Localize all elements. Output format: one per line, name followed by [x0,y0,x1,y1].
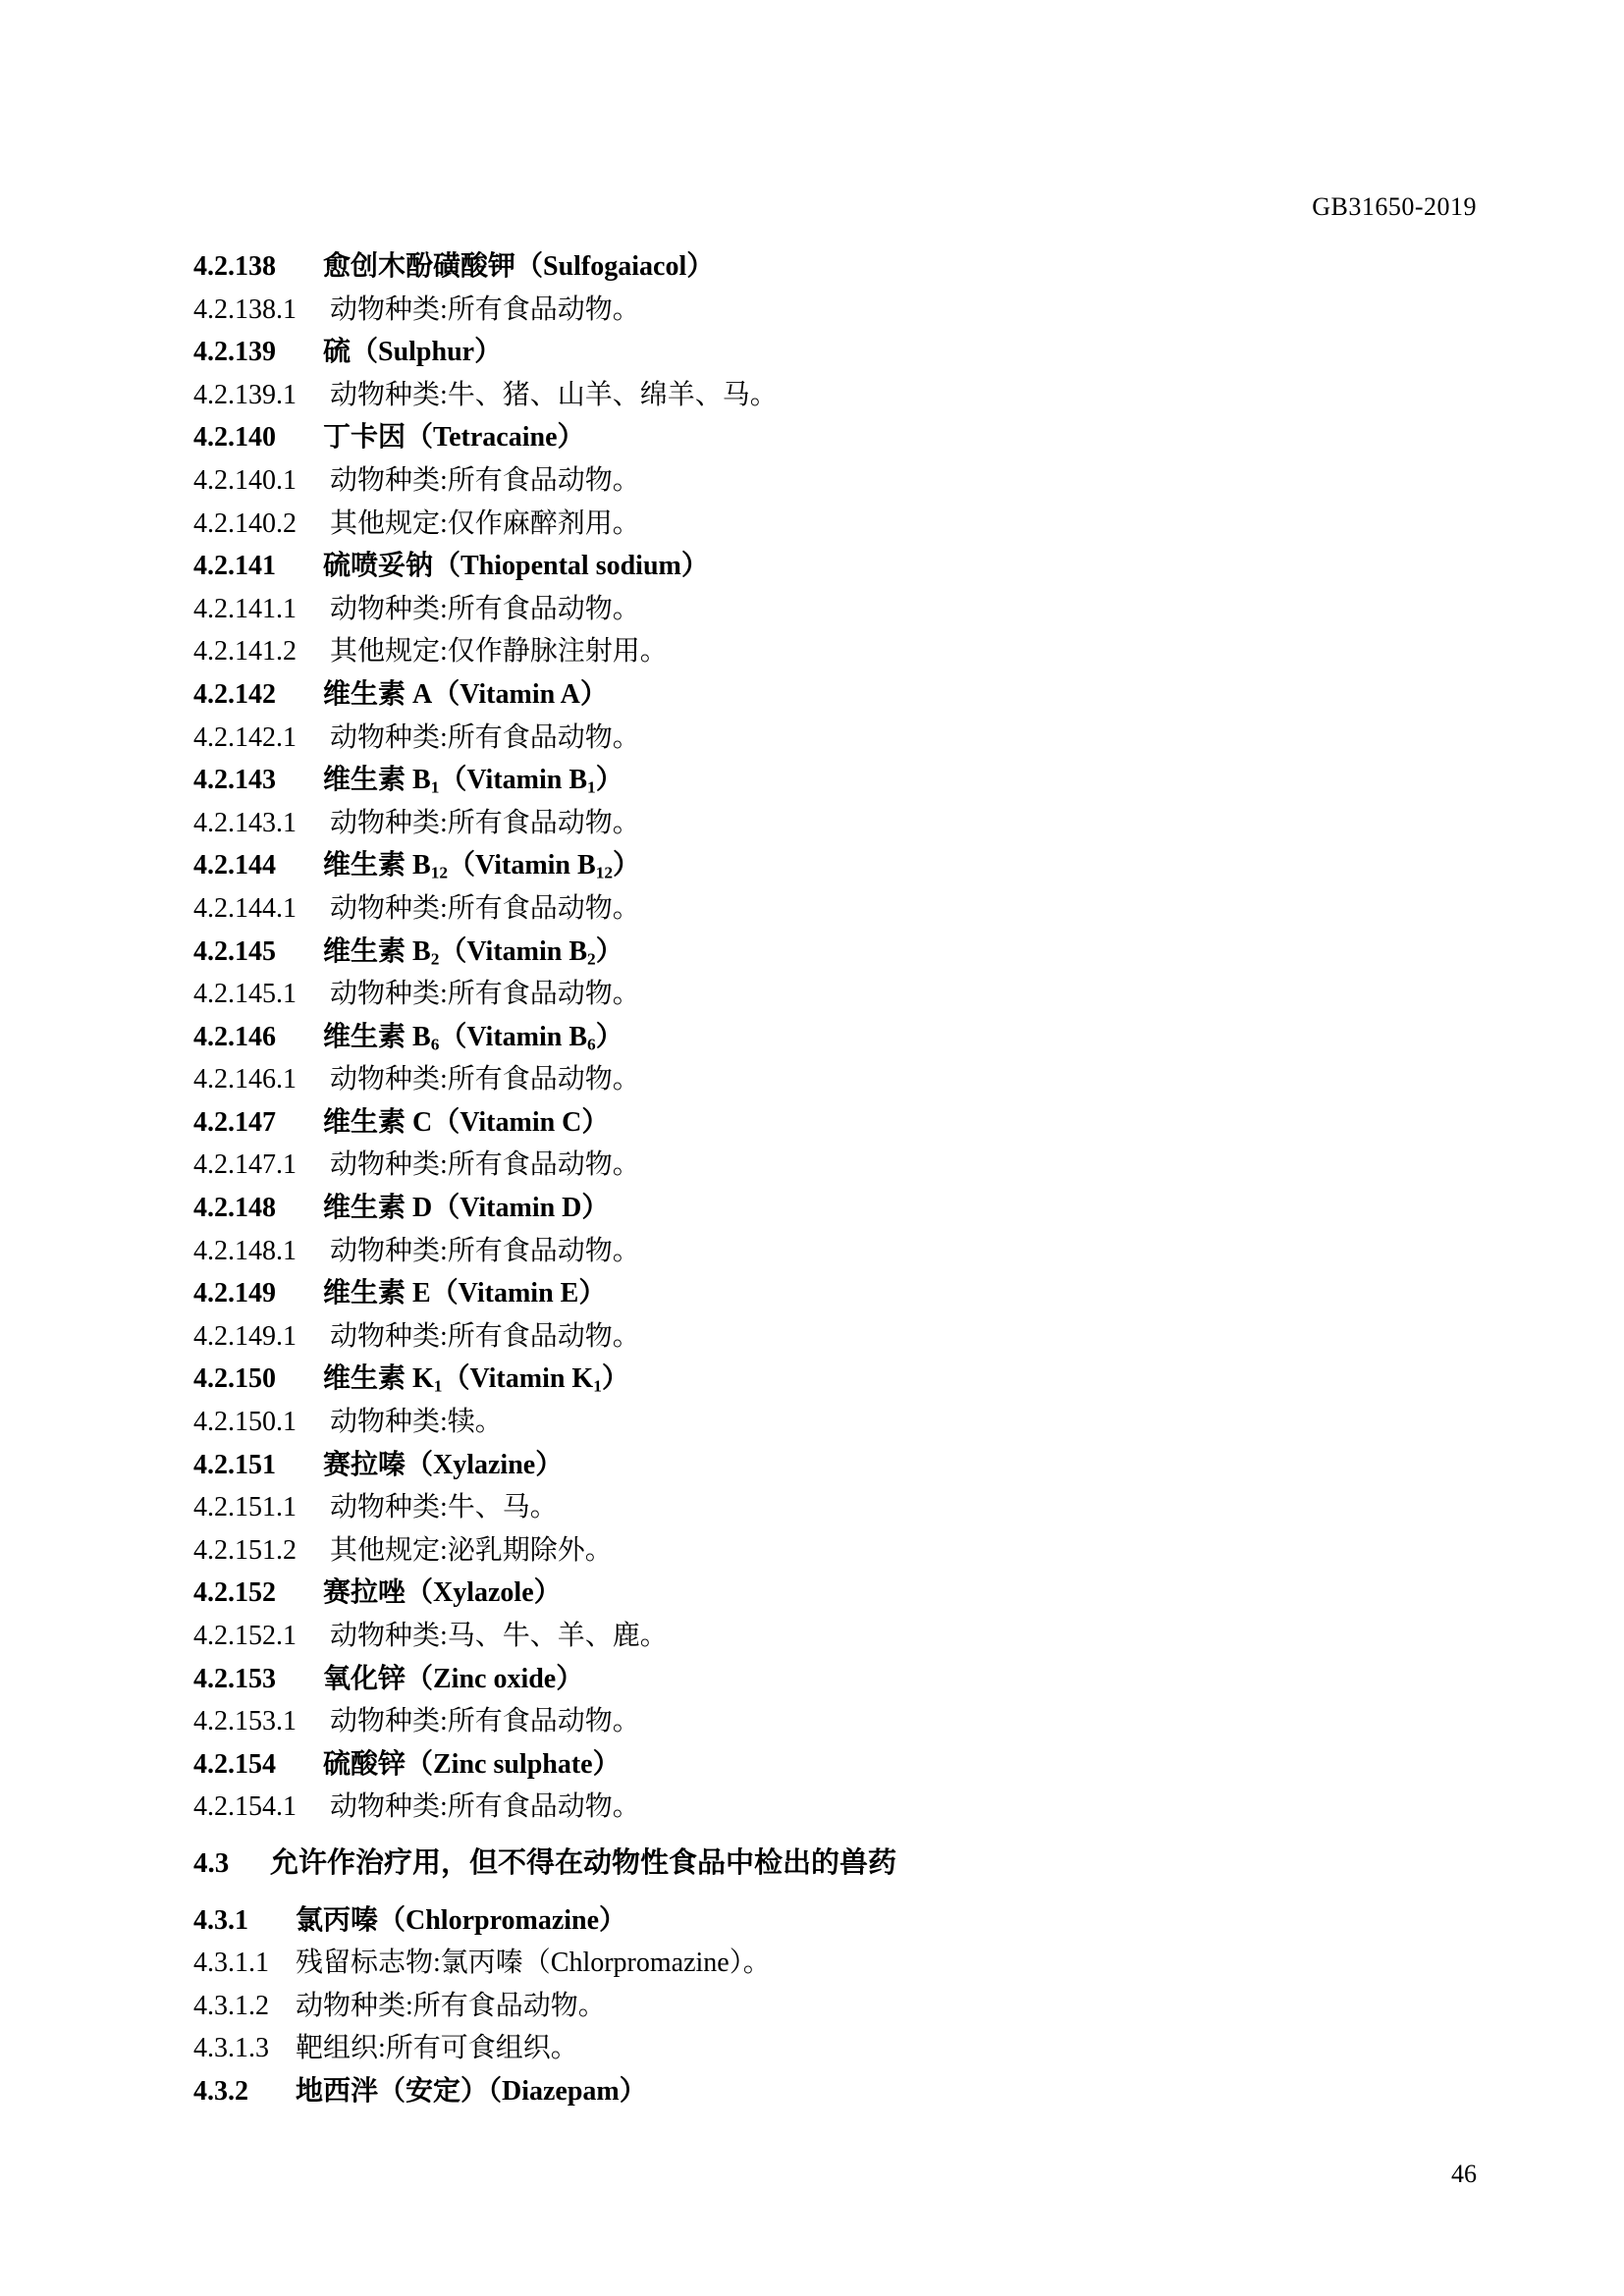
clause-text [330,508,640,539]
clause-text [323,337,502,367]
section-heading [193,1842,1470,1886]
clause-number: 4.2.139 [193,337,276,368]
text-segment: 赛拉唑（Xylazole） [323,1577,562,1609]
text-segment: 维生素 B [323,1021,431,1052]
text-segment: 丁卡因（Tetracaine） [323,422,585,454]
clause-text [330,294,640,325]
text-segment: 维生素 B [323,935,431,967]
text-segment: 动物种类:所有食品动物。 [330,1320,640,1352]
clause-number: 4.2.148 [193,1193,276,1224]
clause-heading [193,1187,1470,1230]
text-segment: 氧化锌（Zinc oxide） [323,1663,584,1694]
clause-number: 4.2.140 [193,422,276,454]
text-segment: 动物种类:所有食品动物。 [330,892,640,924]
clause-item [193,717,1470,760]
clause-text [323,1193,609,1223]
text-segment: 其他规定:仅作静脉注射用。 [330,636,668,667]
text-segment: 动物种类:所有食品动物。 [330,807,640,838]
clause-number: 4.2.147 [193,1106,276,1138]
clause-item [193,503,1470,546]
clause-heading [193,673,1470,717]
clause-number: 4.3.1.2 [193,1990,269,2021]
clause-number: 4.3 [193,1846,230,1879]
clause-text [330,1407,503,1437]
clause-text [323,1577,562,1608]
text-segment: 硫喷妥钠（Thiopental sodium） [323,551,709,582]
clause-text [323,679,608,710]
clause-text [330,594,640,624]
clause-item [193,289,1470,332]
text-segment: （Vitamin B [448,850,596,881]
clause-item [193,1315,1470,1359]
clause-item [193,1942,1470,1985]
subscript-text: 2 [430,948,440,968]
clause-number: 4.2.141.2 [193,636,297,667]
subscript-text: 1 [587,777,596,797]
clause-text [330,808,640,838]
clause-item [193,374,1470,417]
clause-item [193,2027,1470,2070]
subscript-text: 2 [587,948,596,968]
clause-number: 4.2.140.2 [193,507,297,539]
clause-number: 4.2.151 [193,1449,276,1480]
clause-text [330,1321,640,1352]
text-segment: 动物种类:所有食品动物。 [330,1791,640,1823]
text-segment: （Vitamin B [439,935,588,967]
text-segment: 动物种类:所有食品动物。 [330,593,640,624]
clause-text [323,765,623,795]
clause-number: 4.3.1.1 [193,1948,269,1979]
document-code: GB31650-2019 [1312,192,1477,221]
clause-text [323,551,709,581]
text-segment: 氯丙嗪（Chlorpromazine） [296,1904,627,1936]
text-segment: 动物种类:所有食品动物。 [330,464,640,496]
clause-item [193,588,1470,631]
clause-heading [193,1743,1470,1787]
clause-text [330,465,640,496]
clause-number: 4.2.150 [193,1363,276,1395]
text-segment: 动物种类:所有食品动物。 [330,1149,640,1181]
clause-number: 4.2.145 [193,935,276,967]
text-segment: ） [595,935,623,967]
clause-item [193,459,1470,503]
clause-number: 4.3.1 [193,1904,248,1936]
clause-heading [193,2070,1470,2113]
text-segment: 维生素 C（Vitamin C） [323,1106,610,1138]
clause-text [296,2076,647,2107]
clause-number: 4.2.143.1 [193,807,297,838]
subscript-text: 6 [587,1035,596,1054]
clause-text [296,1991,606,2021]
clause-item [193,887,1470,931]
clause-text [323,850,640,881]
text-segment: 动物种类:所有食品动物。 [330,721,640,753]
text-segment: ） [595,765,623,796]
text-segment: 维生素 D（Vitamin D） [323,1193,610,1224]
clause-number: 4.3.1.3 [193,2033,269,2064]
clause-item [193,1144,1470,1187]
clause-text [323,1363,629,1394]
clause-text [330,979,640,1009]
clause-number: 4.2.143 [193,765,276,796]
clause-number: 4.2.146.1 [193,1064,297,1095]
clause-number: 4.2.139.1 [193,379,297,410]
clause-heading [193,1444,1470,1487]
clause-heading [193,1272,1470,1315]
clause-number: 4.2.150.1 [193,1407,297,1438]
clause-number: 4.2.145.1 [193,979,297,1010]
text-segment: 维生素 B [323,765,431,796]
clause-item [193,1230,1470,1273]
clause-number: 4.2.147.1 [193,1149,297,1181]
clause-number: 4.2.152 [193,1577,276,1609]
clause-number: 4.2.148.1 [193,1235,297,1266]
clause-text [330,722,640,753]
clause-heading [193,1016,1470,1059]
subscript-text: 1 [430,777,440,797]
clause-item [193,1615,1470,1658]
clause-text [330,380,778,410]
text-segment: 动物种类:所有食品动物。 [330,1235,640,1266]
clause-number: 4.2.141.1 [193,593,297,624]
clause-item [193,630,1470,673]
text-segment: 维生素 A（Vitamin A） [323,678,608,710]
clause-item [193,1700,1470,1743]
clause-number: 4.3.2 [193,2075,248,2107]
text-segment: 动物种类:所有食品动物。 [330,294,640,325]
clause-number: 4.2.144 [193,850,276,881]
text-segment: 动物种类:所有食品动物。 [330,1064,640,1095]
clause-number: 4.2.149.1 [193,1320,297,1352]
clause-item [193,1486,1470,1529]
clause-number: 4.2.154 [193,1748,276,1780]
text-segment: 动物种类:马、牛、羊、鹿。 [330,1621,668,1651]
subscript-text: 6 [430,1035,440,1054]
clause-number: 4.2.138.1 [193,294,297,325]
clause-text [330,1791,640,1822]
clause-number: 4.2.154.1 [193,1791,297,1823]
subscript-text: 12 [430,863,449,882]
text-segment: 残留标志物:氯丙嗪（Chlorpromazine）。 [296,1948,771,1979]
clause-text [323,1022,623,1052]
text-segment: 维生素 E（Vitamin E） [323,1278,607,1309]
clause-text [270,1847,896,1879]
clause-item [193,973,1470,1016]
clause-heading [193,1358,1470,1401]
text-segment: 其他规定:仅作麻醉剂用。 [330,507,640,539]
clause-heading [193,759,1470,802]
clause-text [330,893,640,924]
text-segment: （Vitamin K [442,1363,594,1395]
clause-heading [193,245,1470,289]
clause-text [323,1107,609,1138]
clause-text [323,1450,563,1480]
text-segment: 地西泮（安定）（Diazepam） [296,2075,647,2107]
clause-number: 4.2.149 [193,1278,276,1309]
subscript-text: 1 [593,1376,602,1396]
clause-number: 4.2.152.1 [193,1621,297,1651]
text-segment: 其他规定:泌乳期除外。 [330,1534,613,1566]
clause-heading [193,545,1470,588]
clause-number: 4.2.146 [193,1021,276,1052]
clause-text [330,1621,668,1651]
clause-number: 4.2.142.1 [193,721,297,753]
text-segment: ） [601,1363,629,1395]
text-segment: 维生素 B [323,850,431,881]
clause-text [323,422,585,453]
clause-number: 4.2.141 [193,551,276,582]
page-number: 46 [1451,2160,1477,2188]
clause-number: 4.2.140.1 [193,464,297,496]
clause-item [193,1786,1470,1829]
clause-number: 4.2.153.1 [193,1706,297,1737]
clause-heading [193,1899,1470,1943]
clause-heading [193,1658,1470,1701]
clause-text [330,1492,558,1522]
text-segment: 维生素 K [323,1363,434,1395]
clause-number: 4.2.142 [193,678,276,710]
text-segment: （Vitamin B [439,1021,588,1052]
text-segment: 动物种类:所有食品动物。 [296,1990,606,2021]
clause-text [323,1749,621,1780]
clause-text [296,2033,578,2063]
text-segment: 动物种类:所有食品动物。 [330,1706,640,1737]
clause-text [323,936,623,967]
subscript-text: 12 [595,863,614,882]
clause-heading [193,1101,1470,1145]
text-segment: 硫酸锌（Zinc sulphate） [323,1748,621,1780]
clause-number: 4.2.153 [193,1663,276,1694]
clause-text [330,1236,640,1266]
clause-item [193,1529,1470,1573]
clause-number: 4.2.144.1 [193,892,297,924]
clause-number: 4.2.138 [193,251,276,282]
text-segment: 赛拉嗪（Xylazine） [323,1449,564,1480]
text-segment: 动物种类:犊。 [330,1407,503,1438]
clause-heading [193,1572,1470,1615]
clause-item [193,1401,1470,1444]
clause-text [330,1149,640,1180]
clause-text [323,1664,583,1694]
clause-text [323,1278,606,1308]
text-segment: 允许作治疗用，但不得在动物性食品中检出的兽药 [270,1846,897,1879]
clause-heading [193,416,1470,459]
clause-number: 4.2.151.2 [193,1534,297,1566]
clause-text [330,1535,613,1566]
text-segment: （Vitamin B [439,765,588,796]
clause-item [193,1985,1470,2028]
clause-item [193,1058,1470,1101]
text-segment: ） [613,850,641,881]
clause-heading [193,331,1470,374]
clause-number: 4.2.151.1 [193,1492,297,1523]
text-segment: 动物种类:所有食品动物。 [330,979,640,1010]
text-segment: 动物种类:牛、马。 [330,1492,558,1523]
text-segment: ） [595,1021,623,1052]
clause-heading [193,844,1470,887]
clause-text [330,1064,640,1095]
subscript-text: 1 [433,1376,443,1396]
text-segment: 动物种类:牛、猪、山羊、绵羊、马。 [330,379,778,410]
text-segment: 愈创木酚磺酸钾（Sulfogaiacol） [323,251,715,282]
document-body [193,245,1470,2113]
clause-text [323,251,714,282]
clause-item [193,802,1470,845]
clause-heading [193,931,1470,974]
clause-text [330,636,668,667]
clause-text [330,1706,640,1736]
text-segment: 硫（Sulphur） [323,337,503,368]
clause-text [296,1948,771,1978]
clause-text [296,1905,626,1936]
text-segment: 靶组织:所有可食组织。 [296,2033,578,2064]
